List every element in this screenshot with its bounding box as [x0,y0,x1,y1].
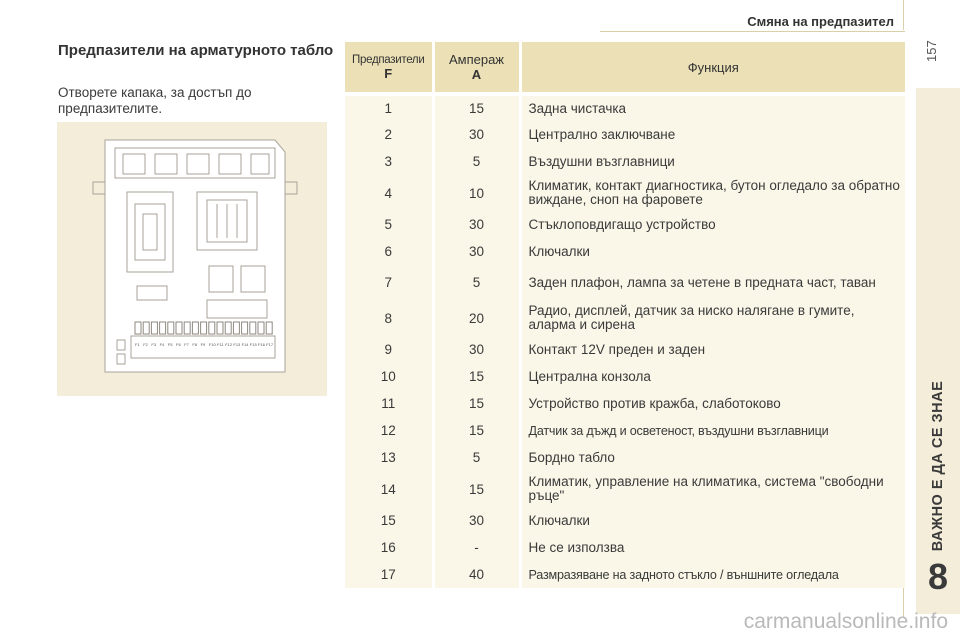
table-row [345,265,905,300]
fuse-box-illustration [57,122,327,396]
fuse-function: Централна конзола [520,363,905,390]
fuse-amperage: 30 [433,121,520,148]
fuse-number: 8 [345,300,433,336]
fuse-number: 13 [345,444,433,471]
fuse-slot [225,322,231,334]
fuse-slot-label: F2 [143,342,148,347]
fuse-function: Радио, дисплей, датчик за ниско налягане в гумите, аларма и сирена [520,300,905,336]
table-row [345,175,905,211]
fuse-slot-label: F9 [200,342,206,347]
header-amperage-symbol: A [471,67,482,82]
fuse-slot-label: F15 [249,342,257,347]
fuse-slot [201,322,207,334]
fuse-function: Устройство против кражба, слаботоково [520,390,905,417]
table-row [345,148,905,175]
fuse-function: Климатик, контакт диагностика, бутон огледало за обратно виждане, сноп на фаровете [520,175,905,211]
header-fuses-label: Предпазители [352,53,425,66]
fuse-amperage: 15 [433,471,520,507]
fuse-amperage: 15 [433,417,520,444]
table-row [345,121,905,148]
header-amperage [433,42,520,94]
table-row [345,471,905,507]
fuse-slot [168,322,174,334]
fuse-number: 1 [345,94,433,121]
fuse-slot [135,322,141,334]
fuse-slot-label: F16 [258,342,265,347]
fuse-amperage: 5 [433,444,520,471]
running-header-title: Смяна на предпазител [747,14,894,29]
header-amperage-label: Ампераж [448,52,505,67]
fuse-function: Въздушни възглавници [520,148,905,175]
fuse-slot [258,322,264,334]
fuse-slot-label: F4 [159,342,165,347]
chapter-side-tab-label: ВАЖНО Е ДА СЕ ЗНАЕ [930,380,946,552]
fuse-amperage: 30 [433,238,520,265]
fuse-slot-label: F7 [184,342,189,347]
fuse-number: 15 [345,507,433,534]
fuse-amperage: 20 [433,300,520,336]
table-row [345,561,905,588]
fuse-number: 2 [345,121,433,148]
fuse-function: Контакт 12V преден и заден [520,336,905,363]
fuse-amperage: 5 [433,265,520,300]
page-number: 157 [924,40,939,62]
fuse-slot [151,322,157,334]
fuse-function: Датчик за дъжд и осветеност, въздушни възглавници [520,417,905,444]
fuse-slot [217,322,223,334]
fuse-slot-label: F11 [217,342,224,347]
fuse-function: Ключалки [520,507,905,534]
fuse-table [345,42,905,588]
fuse-amperage: 15 [433,363,520,390]
fuse-number: 14 [345,471,433,507]
table-row [345,363,905,390]
fuse-slot [250,322,256,334]
chapter-number: 8 [927,556,949,597]
fuse-amperage: - [433,534,520,561]
fuse-function: Заден плафон, лампа за четене в предната част, таван [520,265,905,300]
fuse-box-diagram [57,122,327,396]
fuse-number: 12 [345,417,433,444]
fuse-amperage: 10 [433,175,520,211]
fuse-number: 9 [345,336,433,363]
fuse-amperage: 30 [433,507,520,534]
table-row [345,417,905,444]
fuse-slot [160,322,166,334]
fuse-function: Размразяване на задното стъкло / външните огледала [520,561,905,588]
table-row [345,211,905,238]
fuse-function: Не се използва [520,534,905,561]
watermark: carmanualsonline.info [743,610,948,633]
fuse-slot-label: F3 [151,342,157,347]
fuse-slot [209,322,215,334]
fuse-slot-label: F6 [176,342,181,347]
fuse-amperage: 15 [433,390,520,417]
fuse-slot [266,322,272,334]
table-row [345,444,905,471]
fuse-slot-label: F14 [241,342,249,347]
fuse-slot-label: F13 [233,342,241,347]
fuse-slot-label: F17 [266,342,274,347]
fuse-function: Ключалки [520,238,905,265]
fuse-slot [242,322,248,334]
fuse-slot [192,322,198,334]
fuse-function: Бордно табло [520,444,905,471]
intro-text: Отворете капака, за достъп до предпазителите. [58,85,252,116]
table-header-row [345,42,905,94]
fuse-number: 5 [345,211,433,238]
header-rule [600,31,905,32]
fuse-slot [143,322,149,334]
table-row [345,336,905,363]
table-row [345,300,905,336]
table-row [345,390,905,417]
fuse-function: Стъклоповдигащо устройство [520,211,905,238]
fuse-amperage: 15 [433,94,520,121]
fuse-number: 7 [345,265,433,300]
fuse-slot [176,322,182,334]
header-fuses [345,42,433,94]
fuse-amperage: 40 [433,561,520,588]
fuse-number: 6 [345,238,433,265]
fuse-amperage: 30 [433,211,520,238]
fuse-amperage: 5 [433,148,520,175]
fuse-slot [184,322,190,334]
fuse-slot-label: F12 [225,342,233,347]
table-row [345,507,905,534]
fuse-number: 10 [345,363,433,390]
fuse-function: Задна чистачка [520,94,905,121]
fuse-slot-label: F5 [167,342,173,347]
fuse-number: 17 [345,561,433,588]
fuse-slot-label: F8 [192,342,198,347]
fuse-function: Климатик, управление на климатика, система "свободни ръце" [520,471,905,507]
fuse-function: Централно заключване [520,121,905,148]
table-row [345,534,905,561]
fuse-slot [233,322,239,334]
fuse-number: 16 [345,534,433,561]
section-title: Предпазители на арматурното табло [58,42,334,59]
fuse-number: 3 [345,148,433,175]
fuse-slot-label: F1 [135,342,140,347]
fuse-slot-label: F10 [208,342,216,347]
fuse-number: 11 [345,390,433,417]
fuse-amperage: 30 [433,336,520,363]
table-row [345,238,905,265]
table-row [345,94,905,121]
header-fuses-symbol: F [384,65,393,81]
header-function: Функция [520,42,905,94]
header-divider-top [903,0,904,30]
fuse-number: 4 [345,175,433,211]
